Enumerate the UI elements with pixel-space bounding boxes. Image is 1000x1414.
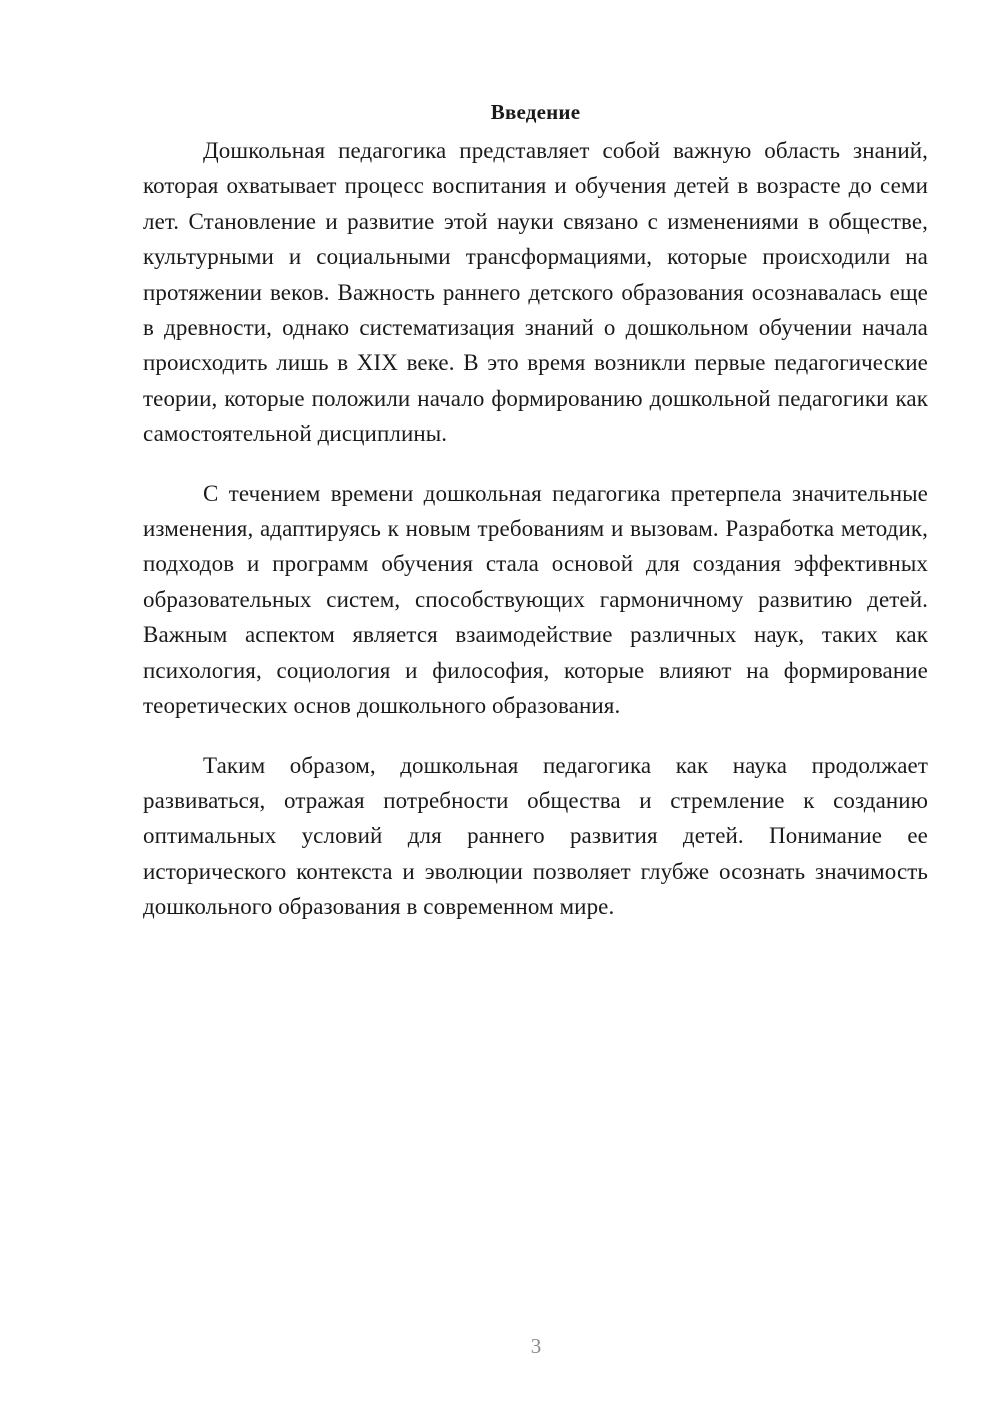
page-title: Введение xyxy=(490,100,581,124)
paragraph-2: С течением времени дошкольная педагогика претерпела значительные изменения, адаптируясь к новым требованиям и вызовам. Разработка методик, подходов и программ обучения стала основой для создания эффективных образовательных систем, способствующих гармоничному развитию детей. Важным аспектом является взаимодействие различных наук, таких как психология, социология и философия, которые влияют на формирование теоретических основ дошкольного образования. xyxy=(143,480,928,719)
page-number: 3 xyxy=(530,1334,542,1358)
page-content xyxy=(143,98,928,949)
paragraph-3: Таким образом, дошкольная педагогика как наука продолжает развиваться, отражая потребности общества и стремление к созданию оптимальных условий для раннего развития детей. Понимание ее исторического контекста и эволюции позволяет глубже осознать значимость дошкольного образования в современном мире. xyxy=(143,752,928,920)
paragraph-1: Дошкольная педагогика представляет собой важную область знаний, которая охватывает процесс воспитания и обучения детей в возрасте до семи лет. Становление и развитие этой науки связано с изменениями в обществе, культурными и социальными трансформациями, которые происходили на протяжении веков. Важность раннего детского образования осознавалась еще в древности, однако систематизация знаний о дошкольном обучении начала происходить лишь в XIX веке. В это время возникли первые педагогические теории, которые положили начало формированию дошкольной педагогики как самостоятельной дисциплины. xyxy=(143,138,928,447)
